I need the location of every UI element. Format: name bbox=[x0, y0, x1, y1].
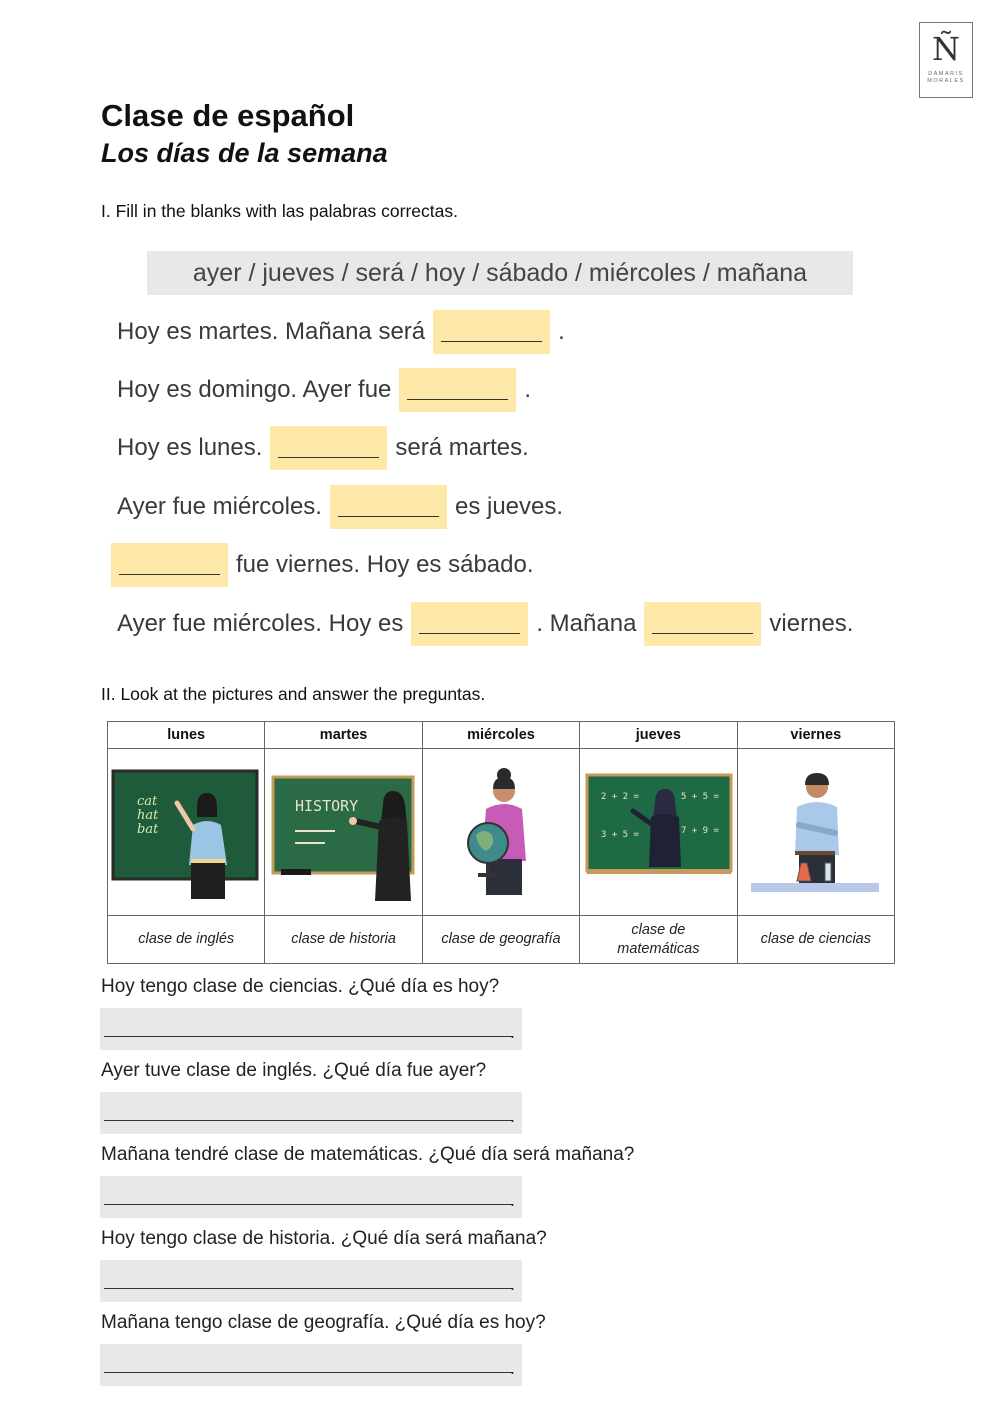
page-subtitle: Los días de la semana bbox=[101, 138, 388, 168]
page-title: Clase de español bbox=[101, 98, 355, 133]
day-header-martes: martes bbox=[265, 722, 422, 749]
sentence-text: viernes. bbox=[769, 610, 854, 637]
question-2: Ayer tuve clase de inglés. ¿Qué día fue ayer? bbox=[101, 1060, 487, 1081]
caption-history: clase de historia bbox=[265, 916, 422, 964]
history-teacher-illustration bbox=[269, 755, 419, 905]
sentence-6 bbox=[117, 602, 853, 646]
picture-geography-class bbox=[422, 749, 579, 916]
board-word: bat bbox=[137, 821, 159, 837]
answer-blank[interactable] bbox=[644, 602, 761, 646]
sentence-text: Hoy es domingo. Ayer fue bbox=[117, 376, 392, 403]
answer-blank[interactable] bbox=[411, 602, 528, 646]
board-equation: 7 + 9 = bbox=[681, 825, 720, 836]
sentence-3 bbox=[117, 426, 529, 470]
sentence-2 bbox=[117, 368, 531, 412]
sentence-text: fue viernes. Hoy es sábado. bbox=[236, 551, 534, 578]
question-3: Mañana tendré clase de matemáticas. ¿Qué día será mañana? bbox=[101, 1144, 635, 1165]
answer-period: . bbox=[510, 1106, 516, 1126]
answer-field-5[interactable] bbox=[100, 1344, 522, 1386]
caption-english: clase de inglés bbox=[108, 916, 265, 964]
picture-history-class bbox=[265, 749, 422, 916]
sentence-text: . Mañana bbox=[536, 610, 637, 637]
sentence-1 bbox=[117, 310, 565, 354]
brand-logo bbox=[919, 22, 973, 98]
part1-instruction: I. Fill in the blanks with las palabras correctas. bbox=[101, 201, 458, 221]
sentence-text: . bbox=[558, 318, 565, 345]
english-teacher-illustration bbox=[111, 755, 261, 905]
sentence-text: Hoy es martes. Mañana será bbox=[117, 318, 426, 345]
logo-name-line1: DÁMARIS bbox=[928, 71, 964, 77]
question-5: Mañana tengo clase de geografía. ¿Qué día es hoy? bbox=[101, 1312, 546, 1333]
answer-period: . bbox=[510, 1190, 516, 1210]
board-equation: 5 + 5 = bbox=[681, 791, 720, 802]
sentence-text: Ayer fue miércoles. Hoy es bbox=[117, 610, 404, 637]
answer-field-3[interactable] bbox=[100, 1176, 522, 1218]
word-bank: ayer / jueves / será / hoy / sábado / miércoles / mañana bbox=[147, 251, 853, 295]
caption-math: clase de matemáticas bbox=[580, 916, 737, 964]
sentence-text: Ayer fue miércoles. bbox=[117, 493, 322, 520]
sentence-text: . bbox=[524, 376, 532, 403]
picture-science-class bbox=[737, 749, 894, 916]
answer-period: . bbox=[510, 1358, 516, 1378]
sentence-4 bbox=[117, 485, 563, 529]
picture-english-class bbox=[108, 749, 265, 916]
day-header-jueves: jueves bbox=[580, 722, 737, 749]
caption-science: clase de ciencias bbox=[737, 916, 894, 964]
board-equation: 3 + 5 = bbox=[601, 829, 640, 840]
board-word: hat bbox=[137, 807, 159, 823]
part2-instruction: II. Look at the pictures and answer the preguntas. bbox=[101, 684, 486, 704]
caption-geography: clase de geografía bbox=[422, 916, 579, 964]
answer-field-1[interactable] bbox=[100, 1008, 522, 1050]
answer-blank[interactable] bbox=[111, 543, 228, 587]
day-header-viernes: viernes bbox=[737, 722, 894, 749]
answer-period: . bbox=[510, 1022, 516, 1042]
question-1: Hoy tengo clase de ciencias. ¿Qué día es hoy? bbox=[101, 976, 500, 997]
sentence-5 bbox=[111, 543, 534, 587]
question-4: Hoy tengo clase de historia. ¿Qué día será mañana? bbox=[101, 1228, 547, 1249]
logo-letter: Ñ bbox=[932, 30, 960, 68]
sentence-text: Hoy es lunes. bbox=[117, 434, 263, 461]
day-header-lunes: lunes bbox=[108, 722, 265, 749]
board-word: cat bbox=[137, 793, 158, 809]
day-header-miercoles: miércoles bbox=[422, 722, 579, 749]
answer-blank[interactable] bbox=[270, 426, 387, 470]
logo-name-line2: MORALES bbox=[927, 78, 965, 84]
picture-math-class bbox=[580, 749, 737, 916]
answer-blank[interactable] bbox=[399, 368, 516, 412]
answer-field-4[interactable] bbox=[100, 1260, 522, 1302]
geography-teacher-illustration bbox=[426, 755, 576, 905]
answer-blank[interactable] bbox=[330, 485, 447, 529]
answer-period: . bbox=[510, 1274, 516, 1294]
sentence-text: será martes. bbox=[395, 434, 529, 461]
math-teacher-illustration bbox=[583, 755, 733, 905]
answer-blank[interactable] bbox=[433, 310, 550, 354]
schedule-table bbox=[107, 721, 895, 964]
board-word: HISTORY bbox=[294, 796, 358, 815]
science-teacher-illustration bbox=[741, 755, 891, 905]
answer-field-2[interactable] bbox=[100, 1092, 522, 1134]
sentence-text: es jueves. bbox=[454, 493, 564, 520]
board-equation: 2 + 2 = bbox=[601, 791, 640, 802]
